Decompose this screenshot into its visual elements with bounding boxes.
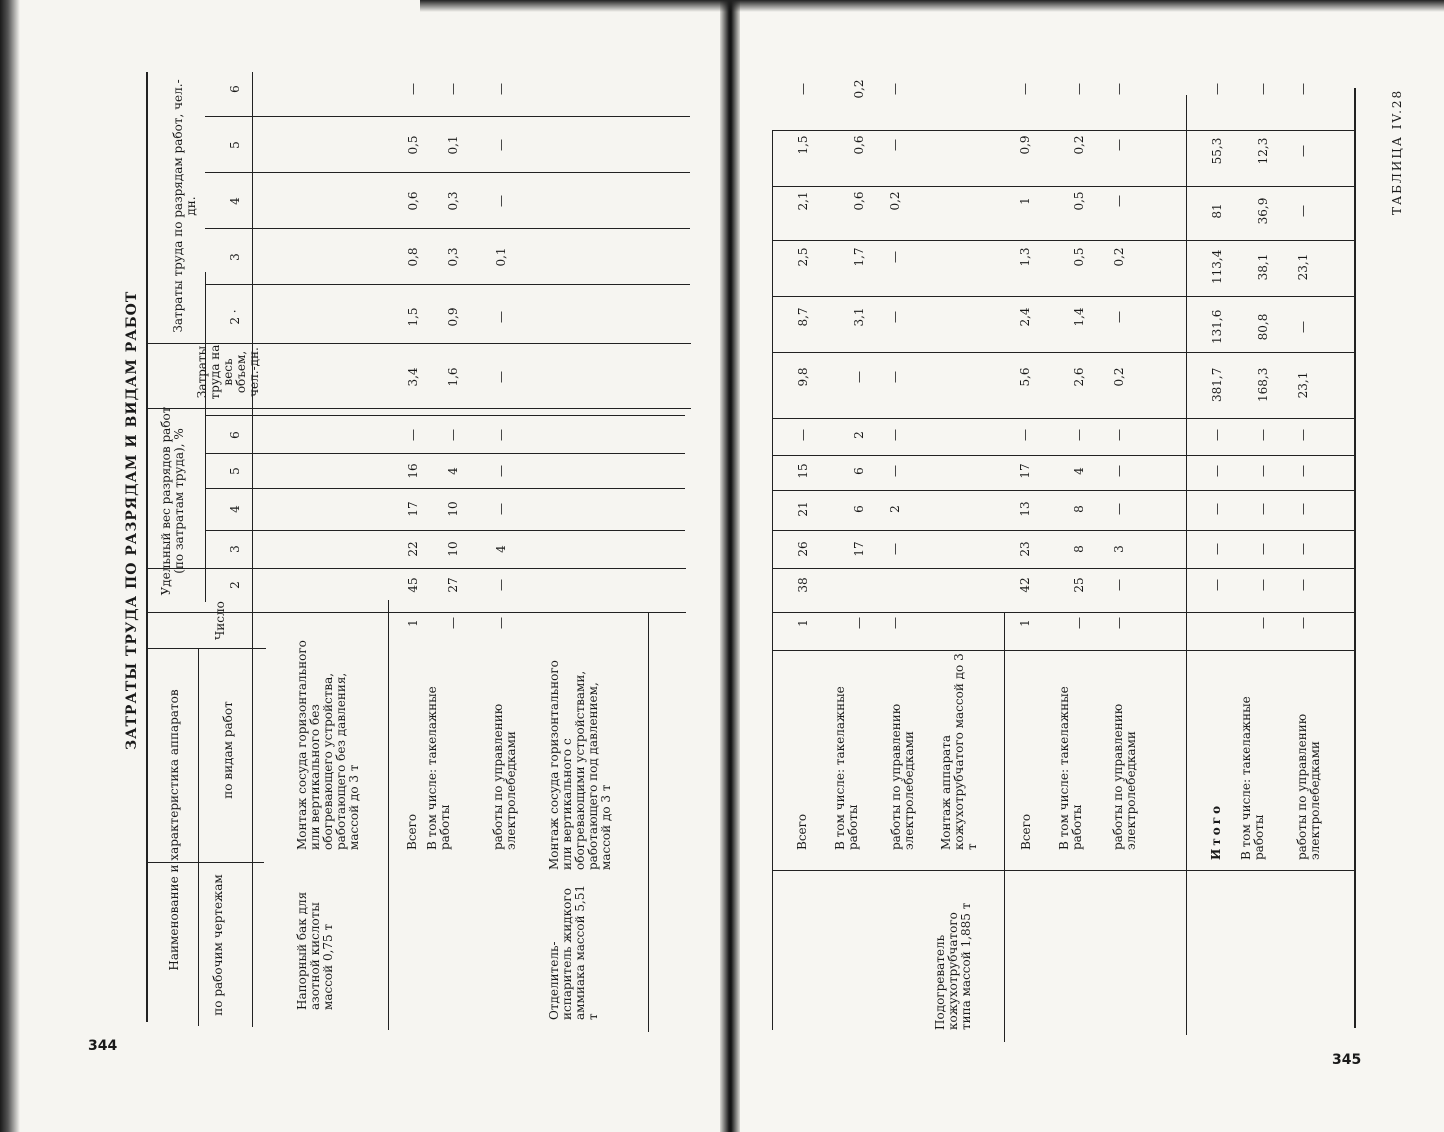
row-weight-5: 17 [1018, 463, 1032, 479]
row-labor-6: — [406, 83, 420, 95]
row-count: — [1112, 617, 1126, 629]
row-weight-3: — [1296, 543, 1310, 555]
row-weight-2: — [1210, 579, 1224, 591]
row-weight-6: 2 [852, 431, 866, 439]
header-by-work-types: по видам работ [221, 701, 235, 799]
row-total: 168,3 [1256, 367, 1270, 402]
row-weight-3: 23 [1018, 541, 1032, 557]
row-labor-4: 1 [1018, 197, 1032, 205]
row-labor-2: — [888, 311, 902, 323]
row-labor-4: — [1296, 205, 1310, 217]
row-work: Всего [405, 813, 419, 850]
row-count: 1 [1018, 619, 1032, 627]
row-labor-5: 12,3 [1256, 137, 1270, 165]
row-labor-6: — [888, 83, 902, 95]
grade-label-5: 5 [228, 467, 242, 475]
row-weight-3: 17 [852, 541, 866, 557]
row-work: В том числе: такелажные работы [425, 686, 452, 850]
row-count: — [446, 617, 460, 629]
header-specific-weight: Удельный вес разрядов работ (по затратам труда), % [159, 406, 186, 596]
row-work: работы по управлению электролебедками [889, 703, 916, 850]
row-labor-4: 2,1 [796, 191, 810, 211]
row-weight-3: 26 [796, 541, 810, 557]
page-number-right: 345 [1332, 1052, 1362, 1068]
row-weight-5: 15 [796, 463, 810, 479]
row-weight-5: — [1210, 465, 1224, 477]
row-work: Итого [1209, 802, 1223, 860]
row-count: — [1072, 617, 1086, 629]
row-labor-5: — [1296, 145, 1310, 157]
row-weight-2: 25 [1072, 577, 1086, 593]
row-weight-4: 13 [1018, 501, 1032, 517]
row-count: — [888, 617, 902, 629]
row-labor-6: — [446, 83, 460, 95]
row-weight-5: 6 [852, 467, 866, 475]
table-label: ТАБЛИЦА IV.28 [1390, 88, 1404, 215]
grade-label-6: 6 [228, 431, 242, 439]
row-count: — [1256, 617, 1270, 629]
row-labor-2: 3,1 [852, 307, 866, 327]
row-weight-3: 22 [406, 541, 420, 557]
row-labor-4: 0,6 [406, 191, 420, 211]
row-work: работы по управлению электролебедками [1295, 713, 1322, 860]
row-total: 2,6 [1072, 367, 1086, 387]
row-weight-3: — [1256, 543, 1270, 555]
row-weight-5: 4 [1072, 467, 1086, 475]
row-weight-4: 10 [446, 501, 460, 517]
row-count: — [1296, 617, 1310, 629]
row-weight-2: — [1112, 579, 1126, 591]
row-count: — [494, 617, 508, 629]
row-weight-6: — [406, 429, 420, 441]
row-count: — [852, 617, 866, 629]
row-weight-4: — [1112, 503, 1126, 515]
row-weight-4: 8 [1072, 505, 1086, 513]
row-labor-2: 2,4 [1018, 307, 1032, 327]
row-work: Монтаж аппарата кожухотрубчатого массой до 3 т [939, 653, 979, 850]
row-work: В том числе: такелажные работы [1239, 696, 1266, 860]
grade-label-labor-3: 3 [228, 253, 242, 261]
row-labor-4: 81 [1210, 203, 1224, 219]
row-labor-5: — [888, 139, 902, 151]
page-edge-shadow [0, 0, 20, 1132]
row-weight-4: 17 [406, 501, 420, 517]
row-total: 9,8 [796, 367, 810, 387]
row-labor-6: — [1256, 83, 1270, 95]
book-gutter [720, 0, 740, 1132]
row-labor-2: 1,4 [1072, 307, 1086, 327]
row-weight-6: — [796, 429, 810, 441]
row-labor-6: — [1210, 83, 1224, 95]
header-labor-by-grade: Затраты труда по разрядам работ, чел.-дн. [171, 79, 198, 333]
header-by-drawings: по рабочим чертежам [211, 874, 225, 1016]
row-weight-3: 10 [446, 541, 460, 557]
row-labor-5: 1,5 [796, 135, 810, 155]
row-labor-4: 0,3 [446, 191, 460, 211]
row-labor-3: 0,1 [494, 247, 508, 267]
grade-label-3: 3 [228, 545, 242, 553]
row-weight-2: — [494, 579, 508, 591]
row-weight-5: 4 [446, 467, 460, 475]
row-labor-2: — [494, 311, 508, 323]
row-labor-4: 0,2 [888, 191, 902, 211]
row-labor-2: 1,5 [406, 307, 420, 327]
row-labor-3: 23,1 [1296, 253, 1310, 281]
row-labor-6: — [1296, 83, 1310, 95]
row-labor-6: — [494, 83, 508, 95]
top-shadow [420, 0, 1444, 12]
row-weight-5: — [888, 465, 902, 477]
row-count: 1 [796, 619, 810, 627]
row-labor-6: — [1112, 83, 1126, 95]
row-labor-3: 0,3 [446, 247, 460, 267]
row-work: Монтаж сосуда горизонтального или вертикального с обогревающими устройствами, работающего под давлением, массой до 3 т [547, 660, 613, 870]
row-weight-6: — [1018, 429, 1032, 441]
row-drawing: Отделитель-испаритель жидкого аммиака массой 5,51 т [547, 884, 600, 1020]
row-labor-3: — [888, 251, 902, 263]
row-labor-3: 0,8 [406, 247, 420, 267]
header-total-labor: Затраты труда на весь объем, чел.-дн. [195, 344, 261, 400]
row-weight-3: — [1210, 543, 1224, 555]
row-weight-4: — [1256, 503, 1270, 515]
row-weight-2: 38 [796, 577, 810, 593]
right-page [738, 0, 1444, 1132]
row-weight-3: 3 [1112, 545, 1126, 553]
row-labor-2: — [1296, 321, 1310, 333]
row-labor-2: 131,6 [1210, 309, 1224, 344]
row-weight-4: 2 [888, 505, 902, 513]
grade-label-2: 2 [228, 581, 242, 589]
row-weight-6: — [446, 429, 460, 441]
row-labor-2: 80,8 [1256, 313, 1270, 341]
row-labor-5: — [1112, 139, 1126, 151]
row-weight-6: — [1296, 429, 1310, 441]
grade-label-labor-4: 4 [228, 197, 242, 205]
row-weight-4: 21 [796, 501, 810, 517]
row-labor-6: — [1072, 83, 1086, 95]
row-work: работы по управлению электролебедками [491, 703, 518, 850]
row-total: 23,1 [1296, 371, 1310, 399]
page-number-left: 344 [88, 1038, 118, 1054]
row-weight-5: — [1256, 465, 1270, 477]
grade-label-4: 4 [228, 505, 242, 513]
row-labor-3: 38,1 [1256, 253, 1270, 281]
row-weight-2: 42 [1018, 577, 1032, 593]
page-title: ЗАТРАТЫ ТРУДА ПО РАЗРЯДАМ И ВИДАМ РАБОТ [124, 290, 140, 750]
row-labor-5: 0,6 [852, 135, 866, 155]
row-labor-3: 1,3 [1018, 247, 1032, 267]
row-labor-6: — [1018, 83, 1032, 95]
row-weight-6: — [1210, 429, 1224, 441]
row-work: Всего [795, 813, 809, 850]
row-labor-5: 0,1 [446, 135, 460, 155]
row-total: 3,4 [406, 367, 420, 387]
row-weight-2: 27 [446, 577, 460, 593]
row-work: В том числе: такелажные работы [1057, 686, 1084, 850]
row-work: Всего [1019, 813, 1033, 850]
row-weight-4: — [494, 503, 508, 515]
row-drawing: Подогреватель кожухотрубчатого типа массой 1,885 т [933, 902, 973, 1030]
row-labor-2: — [1112, 311, 1126, 323]
row-weight-2: — [1296, 579, 1310, 591]
row-total: 0,2 [1112, 367, 1126, 387]
row-total: — [888, 371, 902, 383]
row-labor-4: 0,5 [1072, 191, 1086, 211]
row-weight-5: — [494, 465, 508, 477]
row-weight-5: — [1112, 465, 1126, 477]
row-work: В том числе: такелажные работы [833, 686, 860, 850]
grade-label-labor-5: 5 [228, 141, 242, 149]
row-weight-3: — [888, 543, 902, 555]
row-labor-2: 8,7 [796, 307, 810, 327]
row-weight-6: — [1072, 429, 1086, 441]
row-weight-5: 16 [406, 463, 420, 479]
row-labor-4: — [494, 195, 508, 207]
header-name-char: Наименование и характеристика аппаратов [167, 689, 181, 971]
row-labor-3: 0,2 [1112, 247, 1126, 267]
header-count: Число [213, 601, 227, 640]
row-labor-5: — [494, 139, 508, 151]
row-total: 381,7 [1210, 367, 1224, 402]
row-weight-2: — [1256, 579, 1270, 591]
row-labor-4: 36,9 [1256, 197, 1270, 225]
row-labor-3: 2,5 [796, 247, 810, 267]
row-weight-2: 45 [406, 577, 420, 593]
row-weight-4: — [1296, 503, 1310, 515]
row-drawing: Напорный бак для азотной кислоты массой 0,75 т [295, 891, 335, 1010]
row-count: 1 [406, 619, 420, 627]
row-labor-3: 0,5 [1072, 247, 1086, 267]
row-weight-6: — [1256, 429, 1270, 441]
row-weight-6: — [888, 429, 902, 441]
row-total: 5,6 [1018, 367, 1032, 387]
row-labor-5: 0,5 [406, 135, 420, 155]
row-labor-6: — [796, 83, 810, 95]
row-labor-3: 1,7 [852, 247, 866, 267]
row-labor-4: 0,6 [852, 191, 866, 211]
grade-label-labor-6: 6 [228, 85, 242, 93]
row-labor-3: 113,4 [1210, 249, 1224, 284]
row-total: 1,6 [446, 367, 460, 387]
row-work: работы по управлению электролебедками [1111, 703, 1138, 850]
row-work: Монтаж сосуда горизонтального или вертикального без обогревающего устройства, работающего без давления, массой до 3 т [295, 640, 361, 850]
grade-label-labor-2: 2 · [228, 309, 242, 325]
row-weight-5: — [1296, 465, 1310, 477]
row-weight-3: 8 [1072, 545, 1086, 553]
row-total: — [494, 371, 508, 383]
row-weight-6: — [494, 429, 508, 441]
row-labor-4: — [1112, 195, 1126, 207]
row-weight-6: — [1112, 429, 1126, 441]
row-labor-5: 0,9 [1018, 135, 1032, 155]
row-weight-4: 6 [852, 505, 866, 513]
row-labor-2: 0,9 [446, 307, 460, 327]
row-weight-3: 4 [494, 545, 508, 553]
row-total: — [852, 371, 866, 383]
row-labor-6: 0,2 [852, 79, 866, 99]
row-labor-5: 55,3 [1210, 137, 1224, 165]
row-weight-4: — [1210, 503, 1224, 515]
row-labor-5: 0,2 [1072, 135, 1086, 155]
